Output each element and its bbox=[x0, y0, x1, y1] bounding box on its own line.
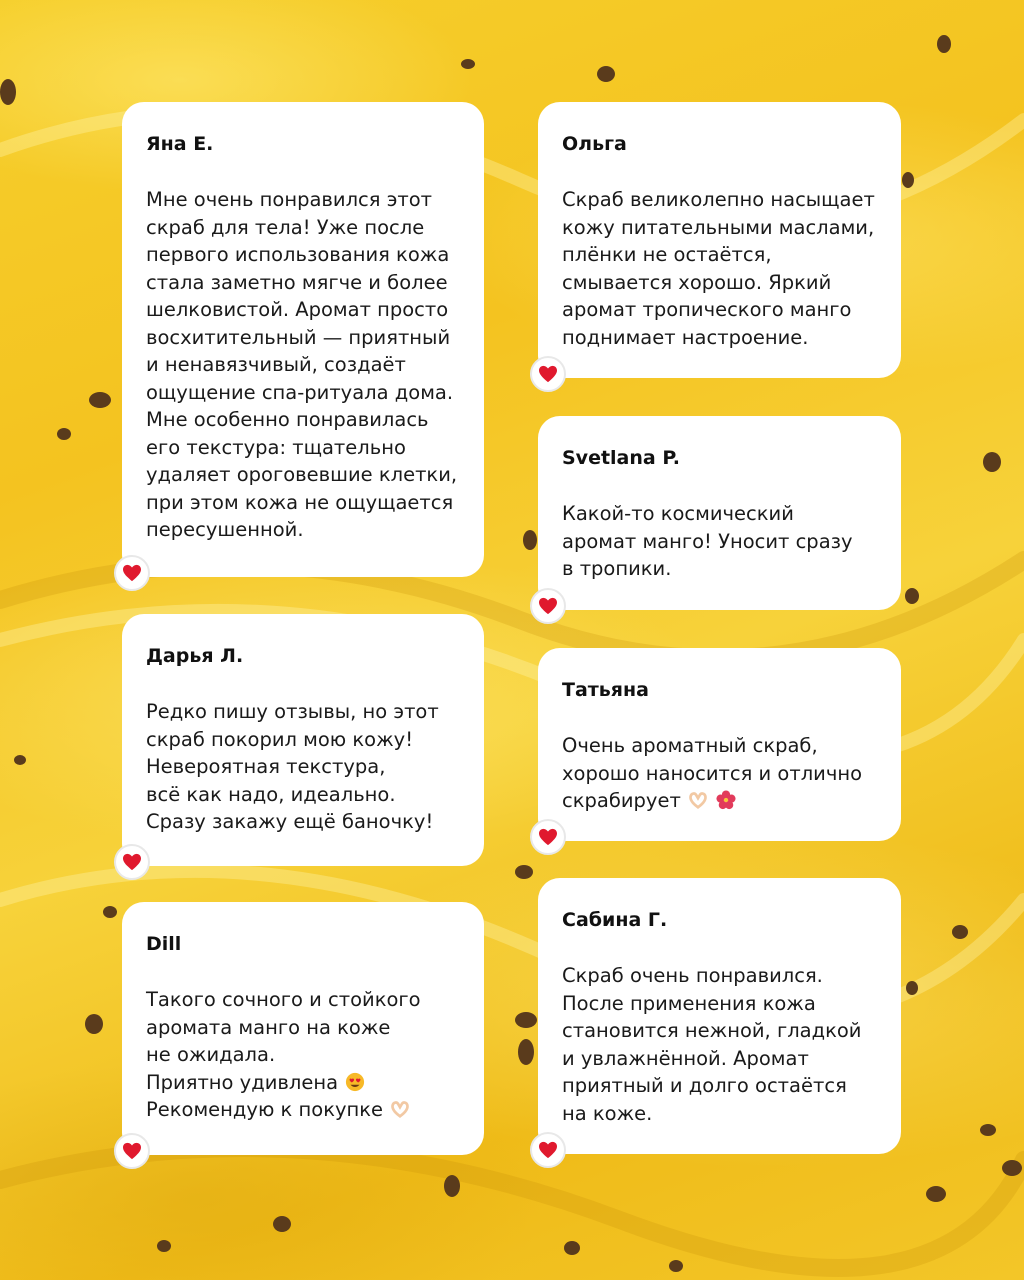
heart-icon bbox=[122, 1142, 142, 1160]
review-card bbox=[538, 102, 901, 378]
reviewer-name: Дарья Л. bbox=[146, 645, 244, 667]
heart-hands-emoji-icon bbox=[687, 790, 709, 810]
review-card bbox=[122, 614, 484, 866]
heart-icon bbox=[122, 853, 142, 871]
heart-eyes-emoji-icon bbox=[344, 1072, 366, 1092]
review-text: Скраб великолепно насыщает кожу питательными маслами, плёнки не остаётся, смывается хорошо. Яркий аромат тропического манго поднимает настроение. bbox=[562, 188, 875, 349]
review-text: Какой-то космический аромат манго! Уносит сразу в тропики. bbox=[562, 502, 853, 580]
hibiscus-emoji-icon bbox=[715, 790, 737, 810]
review-text-part: Очень ароматный скраб, хорошо наносится и отлично скрабирует bbox=[562, 734, 863, 812]
reviewer-name: Сабина Г. bbox=[562, 909, 668, 931]
heart-reaction-button[interactable] bbox=[114, 1133, 150, 1169]
heart-reaction-button[interactable] bbox=[114, 844, 150, 880]
review-card bbox=[538, 416, 901, 610]
review-text bbox=[146, 986, 460, 1124]
reviewer-name: Svetlana P. bbox=[562, 447, 680, 469]
review-card bbox=[122, 902, 484, 1155]
review-card bbox=[538, 878, 901, 1154]
reviewer-name: Яна Е. bbox=[146, 133, 214, 155]
heart-hands-emoji-icon bbox=[389, 1099, 411, 1119]
heart-icon bbox=[122, 564, 142, 582]
heart-icon bbox=[538, 1141, 558, 1159]
review-text: Скраб очень понравился. После применения кожа становится нежной, гладкой и увлажнённой. Аромат приятный и долго остаётся на коже. bbox=[562, 964, 862, 1125]
heart-icon bbox=[538, 365, 558, 383]
reviewer-name: Dill bbox=[146, 933, 182, 955]
review-text: Редко пишу отзывы, но этот скраб покорил мою кожу! Невероятная текстура, всё как надо, идеально. Сразу закажу ещё баночку! bbox=[146, 700, 439, 833]
heart-reaction-button[interactable] bbox=[530, 356, 566, 392]
review-text bbox=[562, 732, 877, 815]
review-card bbox=[122, 102, 484, 577]
review-text: Мне очень понравился этот скраб для тела! Уже после первого использования кожа стала заметно мягче и более шелковистой. Аромат просто восхитительный — приятный и ненавязчивый, создаёт ощущение спа-ритуала дома. Мне особенно понравилась его текстура: тщательно удаляет ороговевшие клетки, при этом кожа не ощущается пересушенной. bbox=[146, 188, 458, 541]
heart-reaction-button[interactable] bbox=[530, 588, 566, 624]
review-text-part: Рекомендую к покупке bbox=[146, 1098, 384, 1121]
reviewer-name: Татьяна bbox=[562, 679, 649, 701]
heart-icon bbox=[538, 597, 558, 615]
heart-icon bbox=[538, 828, 558, 846]
heart-reaction-button[interactable] bbox=[530, 819, 566, 855]
heart-reaction-button[interactable] bbox=[530, 1132, 566, 1168]
review-card bbox=[538, 648, 901, 841]
review-text-part: Такого сочного и стойкого аромата манго на коже не ожидала. Приятно удивлена bbox=[146, 988, 421, 1094]
heart-reaction-button[interactable] bbox=[114, 555, 150, 591]
reviewer-name: Ольга bbox=[562, 133, 627, 155]
